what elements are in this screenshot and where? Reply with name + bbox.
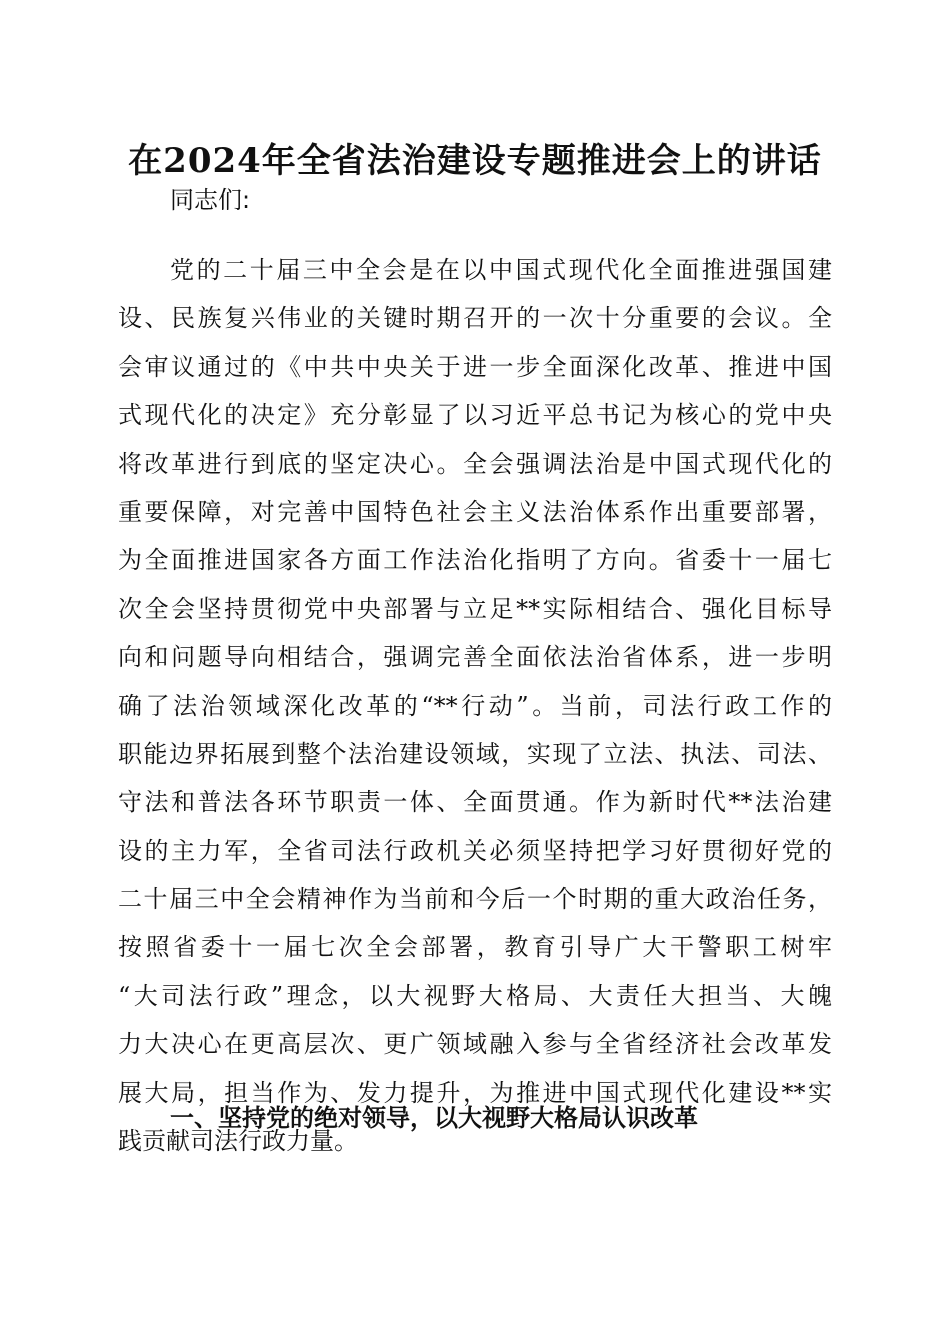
paragraph-line: 党的二十届三中全会是在以中国式现代化全面推进强国建 <box>170 256 832 284</box>
paragraph-line: 设、民族复兴伟业的关键时期召开的一次十分重要的会议。全 <box>118 304 832 333</box>
paragraph-line: 二十届三中全会精神作为当前和今后一个时期的重大政治任务， <box>118 885 832 914</box>
salutation: 同志们: <box>170 186 251 214</box>
paragraph-line: 设的主力军，全省司法行政机关必须坚持把学习好贯彻好党的 <box>118 836 832 865</box>
paragraph-line: 守法和普法各环节职责一体、全面贯通。作为新时代**法治建 <box>118 788 832 817</box>
section-heading: 一、坚持党的绝对领导，以大视野大格局认识改革 <box>170 1104 698 1132</box>
paragraph-line: “大司法行政”理念，以大视野大格局、大责任大担当、大魄 <box>118 981 832 1010</box>
paragraph-line: 向和问题导向相结合，强调完善全面依法治省体系，进一步明 <box>118 643 832 672</box>
body-paragraph <box>118 246 832 1165</box>
document-title: 在2024年全省法治建设专题推进会上的讲话 <box>128 141 822 181</box>
paragraph-line: 展大局，担当作为、发力提升，为推进中国式现代化建设**实 <box>118 1078 832 1107</box>
paragraph-line: 按照省委十一届七次全会部署，教育引导广大干警职工树牢 <box>118 933 832 962</box>
paragraph-line: 为全面推进国家各方面工作法治化指明了方向。省委十一届七 <box>118 546 832 575</box>
paragraph-line: 将改革进行到底的坚定决心。全会强调法治是中国式现代化的 <box>118 449 832 478</box>
paragraph-line: 式现代化的决定》充分彰显了以习近平总书记为核心的党中央 <box>118 401 832 430</box>
paragraph-line: 确了法治领域深化改革的“**行动”。当前，司法行政工作的 <box>118 691 832 720</box>
paragraph-line: 力大决心在更高层次、更广领域融入参与全省经济社会改革发 <box>118 1030 832 1059</box>
paragraph-line: 会审议通过的《中共中央关于进一步全面深化改革、推进中国 <box>118 352 832 381</box>
paragraph-line: 践贡献司法行政力量。 <box>118 1127 358 1156</box>
paragraph-line: 重要保障，对完善中国特色社会主义法治体系作出重要部署， <box>118 497 832 526</box>
paragraph-line: 职能边界拓展到整个法治建设领域，实现了立法、执法、司法、 <box>118 739 832 768</box>
paragraph-line: 次全会坚持贯彻党中央部署与立足**实际相结合、强化目标导 <box>118 594 832 623</box>
